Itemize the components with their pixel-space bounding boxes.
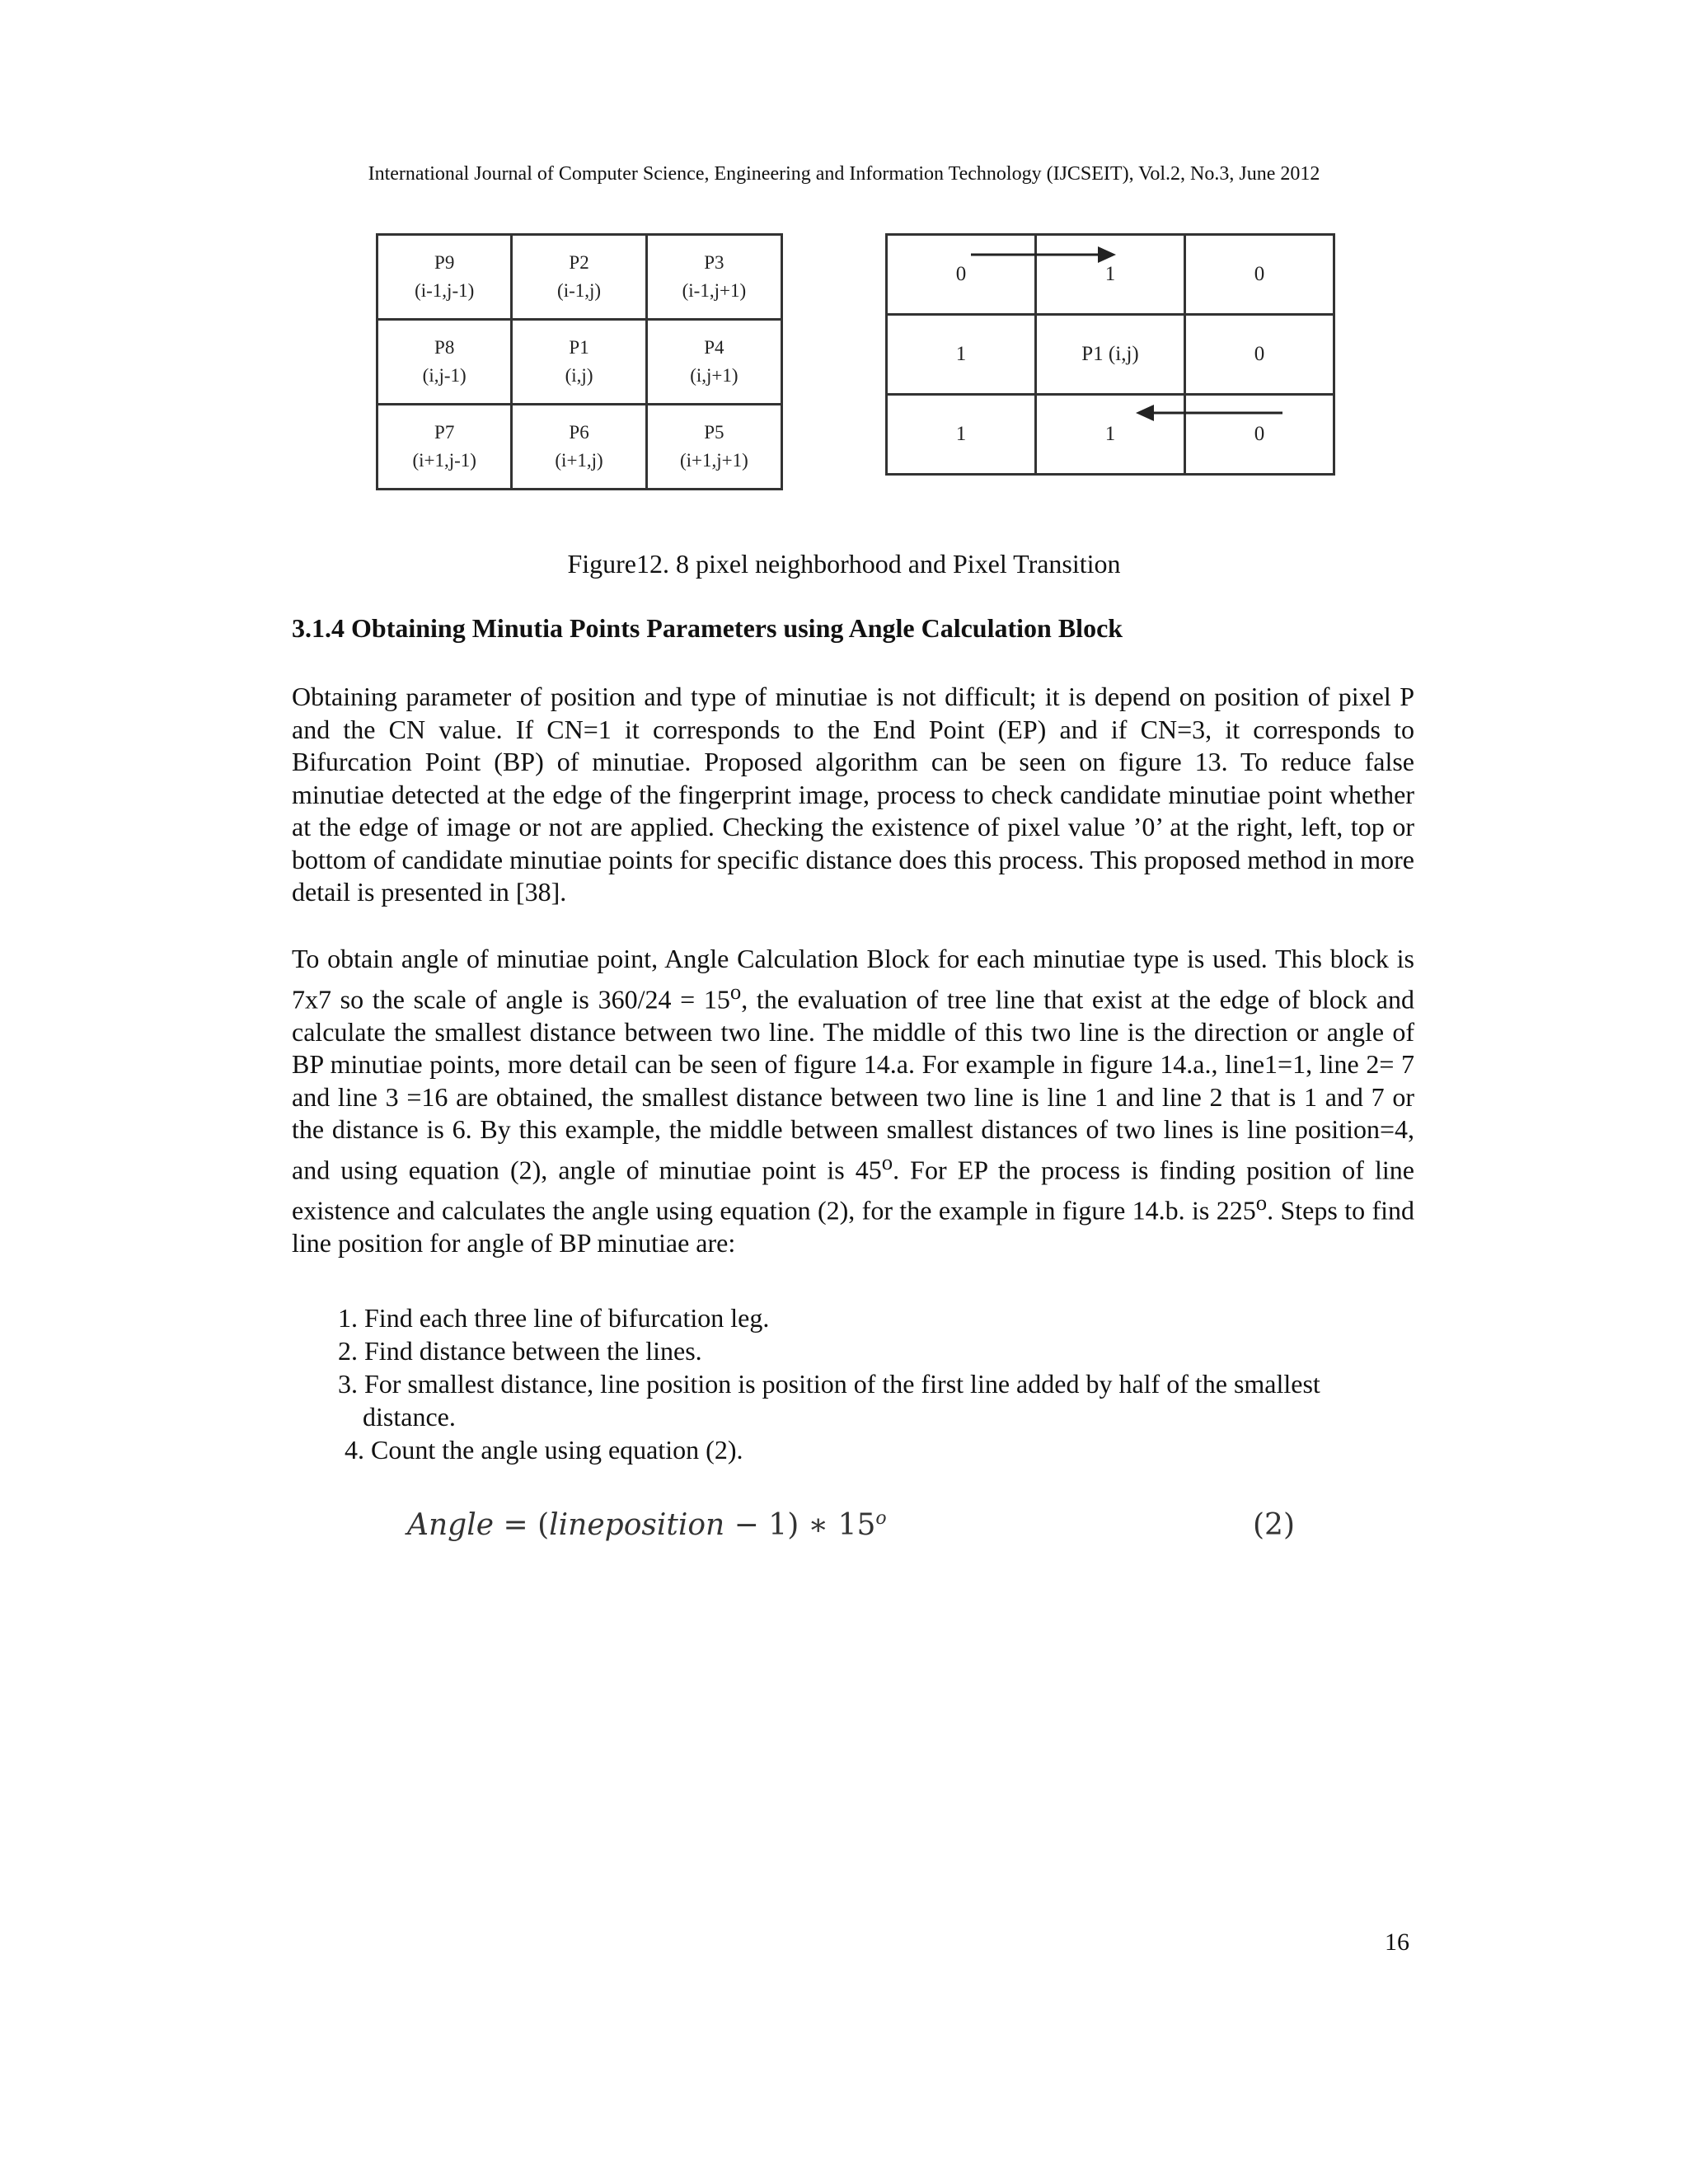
- list-item: 2. Find distance between the lines.: [338, 1336, 702, 1366]
- cell-label: P7: [434, 422, 455, 443]
- cell-label: P4: [704, 337, 724, 358]
- list-item: 1. Find each three line of bifurcation leg.: [338, 1303, 770, 1333]
- cell-coord: (i+1,j-1): [412, 450, 476, 471]
- transition-cell: 0: [1185, 315, 1334, 395]
- equation-var: lineposition: [549, 1508, 725, 1542]
- list-item: [338, 1368, 1414, 1433]
- paragraph-text: . Steps to find line position for angle of BP minutiae are:: [292, 1195, 1415, 1258]
- transition-cell: 1: [1035, 235, 1184, 315]
- degree-superscript: o: [729, 978, 742, 1004]
- cell-coord: (i,j-1): [422, 365, 467, 386]
- grid-cell-p3: [646, 235, 781, 320]
- equation-op: = (: [494, 1508, 550, 1542]
- paragraph-text: To obtain angle of minutiae point, Angle Calculation Block for each minutiae type is used. This block is 7x7 so the scale of angle is 360/24 = 15: [292, 944, 1414, 1015]
- cell-label: P3: [704, 252, 724, 273]
- list-item-continuation: distance.: [363, 1401, 456, 1432]
- page-number: 16: [1385, 1929, 1409, 1956]
- transition-grid: [885, 233, 1335, 476]
- equation-lhs: Angle: [407, 1508, 495, 1542]
- neighborhood-grid: [376, 233, 783, 490]
- degree-superscript: o: [1255, 1189, 1268, 1215]
- equation: [407, 1508, 887, 1542]
- paragraph-text: , the evaluation of tree line that exist at the edge of block and calculate the smallest distance between two line. The middle of this two line is the direction or angle of BP minutiae points, more detail can be seen of figure 14.a. For example in figure 14.a., line1=1, line 2= 7 and line 3 =16 are obtained, the smallest distance between two line is line 1 and line 2 that is 1 and 7 or the distance is 6. By this example, the middle between smallest distances of two lines is line position=4, and using equation (2), angle of minutiae point is 45: [292, 984, 1415, 1185]
- cell-coord: (i-1,j): [557, 280, 602, 301]
- cell-label: P8: [434, 337, 455, 358]
- journal-header: International Journal of Computer Science, Engineering and Information Technology (IJCSEIT), Vol.2, No.3, June 2012: [368, 163, 1320, 185]
- transition-cell: 0: [887, 235, 1036, 315]
- cell-label: P9: [434, 252, 455, 273]
- grid-cell-p9: [377, 235, 512, 320]
- grid-cell-p6: [512, 405, 646, 490]
- equation-rest: − 1) ∗ 15: [724, 1508, 876, 1542]
- grid-cell-p4: [646, 320, 781, 405]
- cell-coord: (i-1,j-1): [415, 280, 475, 301]
- transition-cell: 0: [1185, 235, 1334, 315]
- grid-cell-p2: [512, 235, 646, 320]
- grid-cell-p7: [377, 405, 512, 490]
- grid-cell-p8: [377, 320, 512, 405]
- list-item-text: 3. For smallest distance, line position is position of the first line added by half of the smallest: [338, 1369, 1320, 1399]
- degree-superscript: o: [881, 1149, 893, 1174]
- paragraph: [292, 943, 1414, 1259]
- cell-coord: (i+1,j): [555, 450, 603, 471]
- cell-label: P6: [569, 422, 589, 443]
- transition-cell: 1: [1035, 395, 1184, 475]
- grid-cell-p5: [646, 405, 781, 490]
- equation-number: (2): [1253, 1508, 1295, 1542]
- cell-coord: (i+1,j+1): [679, 450, 748, 471]
- grid-cell-p1: [512, 320, 646, 405]
- paragraph-text: . For EP the process is finding position of line existence and calculates the angle using equation (2), for the example in figure 14.b. is 225: [292, 1155, 1415, 1226]
- list-item: 4. Count the angle using equation (2).: [345, 1435, 743, 1465]
- cell-coord: (i,j): [565, 365, 593, 386]
- cell-label: P5: [704, 422, 724, 443]
- paragraph: Obtaining parameter of position and type of minutiae is not difficult; it is depend on position of pixel P and the CN value. If CN=1 it corresponds to the End Point (EP) and if CN=3, it corresponds to Bifurcation Point (BP) of minutiae. Proposed algorithm can be seen on figure 13. To reduce false minutiae detected at the edge of the fingerprint image, process to check candidate minutiae point whether at the edge of image or not are applied. Checking the existence of pixel value ’0’ at the right, left, top or bottom of candidate minutiae points for specific distance does this process. This proposed method in more detail is presented in [38].: [292, 682, 1414, 907]
- figure-caption: Figure12. 8 pixel neighborhood and Pixel Transition: [567, 549, 1121, 579]
- transition-cell: 1: [887, 315, 1036, 395]
- cell-label: P2: [569, 252, 589, 273]
- equation-degree: o: [875, 1508, 887, 1529]
- cell-coord: (i,j+1): [690, 365, 738, 386]
- cell-label: P1: [569, 337, 589, 358]
- cell-coord: (i-1,j+1): [682, 280, 747, 301]
- transition-cell: 0: [1185, 395, 1334, 475]
- transition-cell: 1: [887, 395, 1036, 475]
- section-heading: 3.1.4 Obtaining Minutia Points Parameters using Angle Calculation Block: [292, 613, 1123, 643]
- transition-center-cell: P1 (i,j): [1035, 315, 1184, 395]
